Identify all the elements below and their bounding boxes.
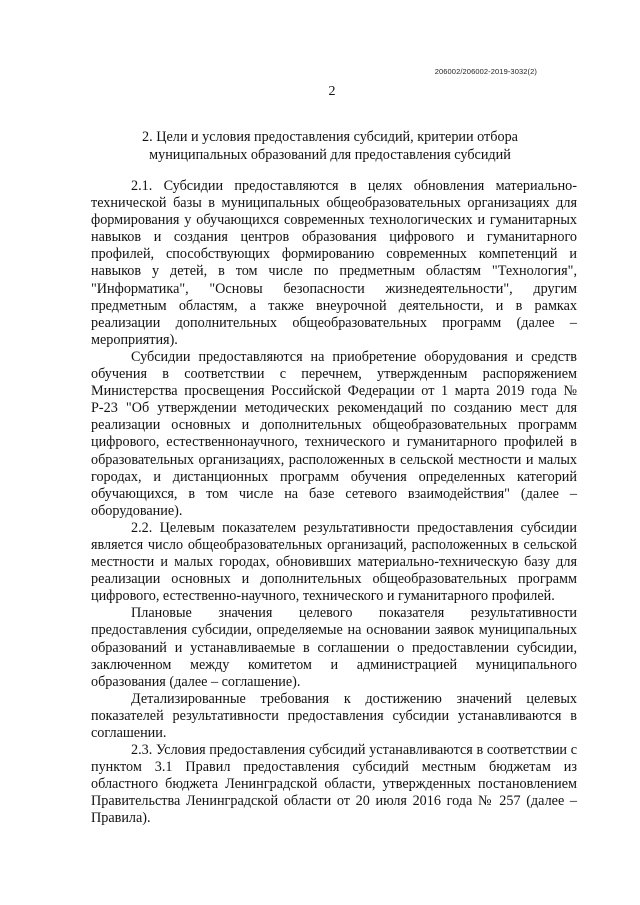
section-title xyxy=(92,129,568,164)
paragraph-2-2: 2.2. Целевым показателем результативности предоставления субсидии является число общеобразовательных организаций, расположенных в сельской местности и малых городах, обновивших материально-техническую базу для реализации основных и дополнительных общеобразовательных программ цифрового, естественно-научного, технического и гуманитарного профилей. xyxy=(91,519,577,605)
section-title-line-1: 2. Цели и условия предоставления субсидий, критерии отбора xyxy=(142,129,518,145)
paragraph-equipment: Субсидии предоставляются на приобретение оборудования и средств обучения в соответствии с перечнем, утвержденным распоряжением Министерства просвещения Российской Федерации от 1 марта 2019 года № Р-23 "Об утверждении методических рекомендаций по созданию мест для реализации основных и дополнительных общеобразовательных программ цифрового, естественнонаучного, технического и гуманитарного профилей в образовательных организациях, расположенных в сельской местности и малых городах, и дистанционных программ обучения определенных категорий обучающихся, в том числе на базе сетевого взаимодействия" (далее – оборудование). xyxy=(91,348,577,519)
paragraph-planned-values: Плановые значения целевого показателя результативности предоставления субсидии, определяемые на основании заявок муниципальных образований и устанавливаемые в соглашении о предоставлении субсидии, заключенном между комитетом и администрацией муниципального образования (далее – соглашение). xyxy=(91,605,577,690)
page-number: 2 xyxy=(328,84,336,99)
section-title-line-2: муниципальных образований для предоставления субсидий xyxy=(149,146,511,163)
paragraph-2-1: 2.1. Субсидии предоставляются в целях обновления материально-технической базы в муниципальных общеобразовательных организациях для формирования у обучающихся современных технологических и гуманитарных навыков и создания центров образования цифрового и гуманитарного профилей, способствующих формированию современных компетенций и навыков у детей, в том числе по предметным областям "Технология", "Информатика", "Основы безопасности жизнедеятельности", другим предметным областям, а также внеурочной деятельности, и в рамках реализации дополнительных общеобразовательных программ (далее – мероприятия). xyxy=(91,178,577,348)
paragraph-2-3: 2.3. Условия предоставления субсидий устанавливаются в соответствии с пунктом 3.1 Правил предоставления субсидий местным бюджетам из областного бюджета Ленинградской области, утвержденных постановлением Правительства Ленинградской области от 20 июля 2016 года № 257 (далее – Правила). xyxy=(91,742,577,827)
paragraph-detailed-requirements: Детализированные требования к достижению значений целевых показателей результативности предоставления субсидии устанавливаются в соглашении. xyxy=(91,690,577,741)
document-body xyxy=(91,178,577,828)
document-code: 206002/206002-2019-3032(2) xyxy=(434,67,537,76)
